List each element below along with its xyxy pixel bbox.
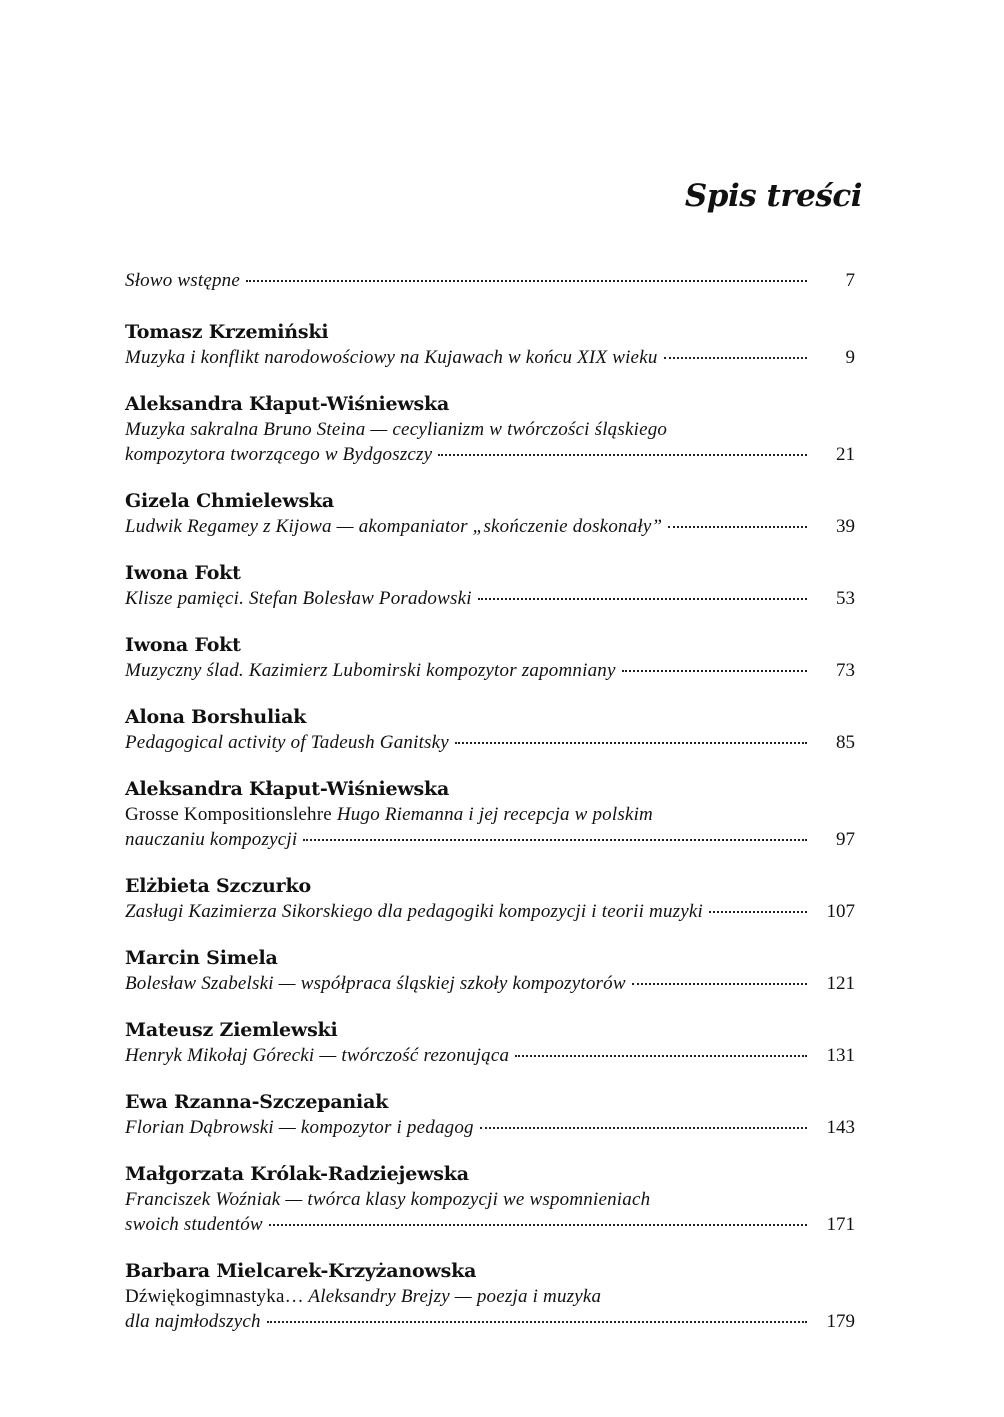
- toc-author: Iwona Fokt: [125, 634, 241, 656]
- toc-title-line: [125, 514, 855, 539]
- toc-title-line: [125, 1187, 855, 1212]
- toc-page-number: 53: [836, 588, 855, 609]
- toc-title-text: nauczaniu kompozycji: [125, 829, 298, 850]
- toc-title-text: Aleksandry Brejzy — poezja i muzyka: [303, 1286, 602, 1307]
- toc-title-line: [125, 971, 855, 996]
- toc-title-text: Muzyczny ślad. Kazimierz Lubomirski kompozytor zapomniany: [125, 660, 616, 681]
- toc-title-line: [125, 658, 855, 683]
- toc-dot-leader: [664, 356, 807, 359]
- toc-title-text: Słowo wstępne: [125, 270, 241, 291]
- toc-title: [125, 1309, 261, 1334]
- toc-title-text: Bolesław Szabelski — współpraca śląskiej szkoły kompozytorów: [125, 973, 626, 994]
- toc-page-number: 85: [836, 732, 855, 753]
- toc-title: [125, 514, 662, 539]
- toc-dot-leader: [515, 1054, 807, 1057]
- toc-author: Tomasz Krzemiński: [125, 321, 329, 343]
- toc-title: [125, 802, 653, 827]
- toc-title-text: Ludwik Regamey z Kijowa — akompaniator „skończenie doskonały”: [125, 516, 663, 537]
- toc-title-text: Hugo Riemanna i jej recepcja w polskim: [331, 804, 653, 825]
- toc-author: Iwona Fokt: [125, 562, 241, 584]
- toc-entry: [125, 1089, 855, 1140]
- toc-title: [125, 1212, 263, 1237]
- toc-dot-leader: [632, 982, 807, 985]
- toc-author: Marcin Simela: [125, 947, 278, 969]
- toc-author: Mateusz Ziemlewski: [125, 1019, 338, 1041]
- toc-title-text: Henryk Mikołaj Górecki — twórczość rezonująca: [125, 1045, 510, 1066]
- toc-title: [125, 658, 616, 683]
- toc-title: [125, 442, 432, 467]
- toc-title: [125, 1187, 650, 1212]
- toc-entry: [125, 319, 855, 370]
- toc-author: Aleksandra Kłaput-Wiśniewska: [125, 778, 450, 800]
- toc-title-line: [125, 442, 855, 467]
- toc-entry: [125, 560, 855, 611]
- toc-title-text: Klisze pamięci. Stefan Bolesław Poradowski: [125, 588, 472, 609]
- toc-dot-leader: [246, 279, 807, 282]
- toc-entry: [125, 488, 855, 539]
- toc-entry: [125, 391, 855, 467]
- toc-title: [125, 971, 626, 996]
- toc-page-number: 21: [836, 444, 855, 465]
- toc-entry: [125, 1017, 855, 1068]
- toc-title-text: Zasługi Kazimierza Sikorskiego dla pedagogiki kompozycji i teorii muzyki: [125, 901, 704, 922]
- toc-page-number: 73: [836, 660, 855, 681]
- toc-title: [125, 1284, 601, 1309]
- toc-author: Ewa Rzanna-Szczepaniak: [125, 1091, 389, 1113]
- toc-entry: [125, 776, 855, 852]
- toc-title: [125, 730, 449, 755]
- toc-title-line: [125, 802, 855, 827]
- toc-entry: [125, 1258, 855, 1334]
- toc-author: Małgorzata Królak-Radziejewska: [125, 1163, 469, 1185]
- toc-title: [125, 1043, 509, 1068]
- toc-title-line: [125, 1309, 855, 1334]
- toc-dot-leader: [267, 1320, 807, 1323]
- toc-title-line: [125, 827, 855, 852]
- toc-page-number: 39: [836, 516, 855, 537]
- toc-title-text: Muzyka sakralna Bruno Steina — cecylianizm w twórczości śląskiego: [125, 419, 668, 440]
- toc-page-number: 121: [826, 973, 855, 994]
- page-title: Spis treści: [684, 178, 862, 214]
- toc-title-text: swoich studentów: [125, 1214, 263, 1235]
- toc-page-number: 143: [826, 1117, 855, 1138]
- toc-title: [125, 899, 703, 924]
- toc-title-line: [125, 899, 855, 924]
- toc-dot-leader: [438, 453, 807, 456]
- toc-dot-leader: [709, 910, 807, 913]
- toc-title-roman: Grosse Kompositionslehre: [125, 804, 332, 825]
- toc-author: Gizela Chmielewska: [125, 490, 335, 512]
- toc-title-text: Muzyka i konflikt narodowościowy na Kujawach w końcu XIX wieku: [125, 347, 658, 368]
- toc-title-line: [125, 730, 855, 755]
- toc-page-number: 131: [826, 1045, 855, 1066]
- toc-title: [125, 1115, 474, 1140]
- toc-title-text: dla najmłodszych: [125, 1311, 261, 1332]
- table-of-contents: [125, 268, 855, 1355]
- toc-author: Barbara Mielcarek-Krzyżanowska: [125, 1260, 477, 1282]
- toc-page-number: 9: [845, 347, 855, 368]
- toc-title: [125, 345, 658, 370]
- toc-title: [125, 417, 667, 442]
- toc-dot-leader: [622, 669, 807, 672]
- toc-title-line: [125, 1212, 855, 1237]
- toc-entry: [125, 632, 855, 683]
- toc-page-number: 171: [826, 1214, 855, 1235]
- toc-title-line: [125, 1115, 855, 1140]
- toc-page-number: 107: [826, 901, 855, 922]
- toc-dot-leader: [303, 838, 807, 841]
- toc-title-line: [125, 417, 855, 442]
- toc-title-line: [125, 1043, 855, 1068]
- toc-title-text: Franciszek Woźniak — twórca klasy kompozycji we wspomnieniach: [125, 1189, 651, 1210]
- toc-title: [125, 586, 472, 611]
- toc-page-number: 97: [836, 829, 855, 850]
- toc-entry: [125, 1161, 855, 1237]
- toc-author: Aleksandra Kłaput-Wiśniewska: [125, 393, 450, 415]
- toc-title-line: [125, 345, 855, 370]
- toc-entry: [125, 704, 855, 755]
- toc-title-line: [125, 1284, 855, 1309]
- toc-dot-leader: [480, 1126, 807, 1129]
- toc-dot-leader: [269, 1223, 807, 1226]
- toc-author: Alona Borshuliak: [125, 706, 307, 728]
- toc-entry: [125, 945, 855, 996]
- toc-dot-leader: [668, 525, 807, 528]
- toc-title: [125, 268, 240, 293]
- toc-title-roman: Dźwiękogimnastyka…: [125, 1286, 304, 1307]
- toc-entry: [125, 873, 855, 924]
- toc-title-line: [125, 586, 855, 611]
- toc-dot-leader: [455, 741, 807, 744]
- toc-title-text: kompozytora tworzącego w Bydgoszczy: [125, 444, 433, 465]
- toc-page-number: 7: [845, 270, 855, 291]
- toc-author: Elżbieta Szczurko: [125, 875, 311, 897]
- toc-dot-leader: [478, 597, 807, 600]
- toc-page-number: 179: [826, 1311, 855, 1332]
- toc-entry: [125, 268, 855, 293]
- toc-title-text: Pedagogical activity of Tadeush Ganitsky: [125, 732, 449, 753]
- toc-title-line: [125, 268, 855, 293]
- toc-title: [125, 827, 297, 852]
- toc-title-text: Florian Dąbrowski — kompozytor i pedagog: [125, 1117, 474, 1138]
